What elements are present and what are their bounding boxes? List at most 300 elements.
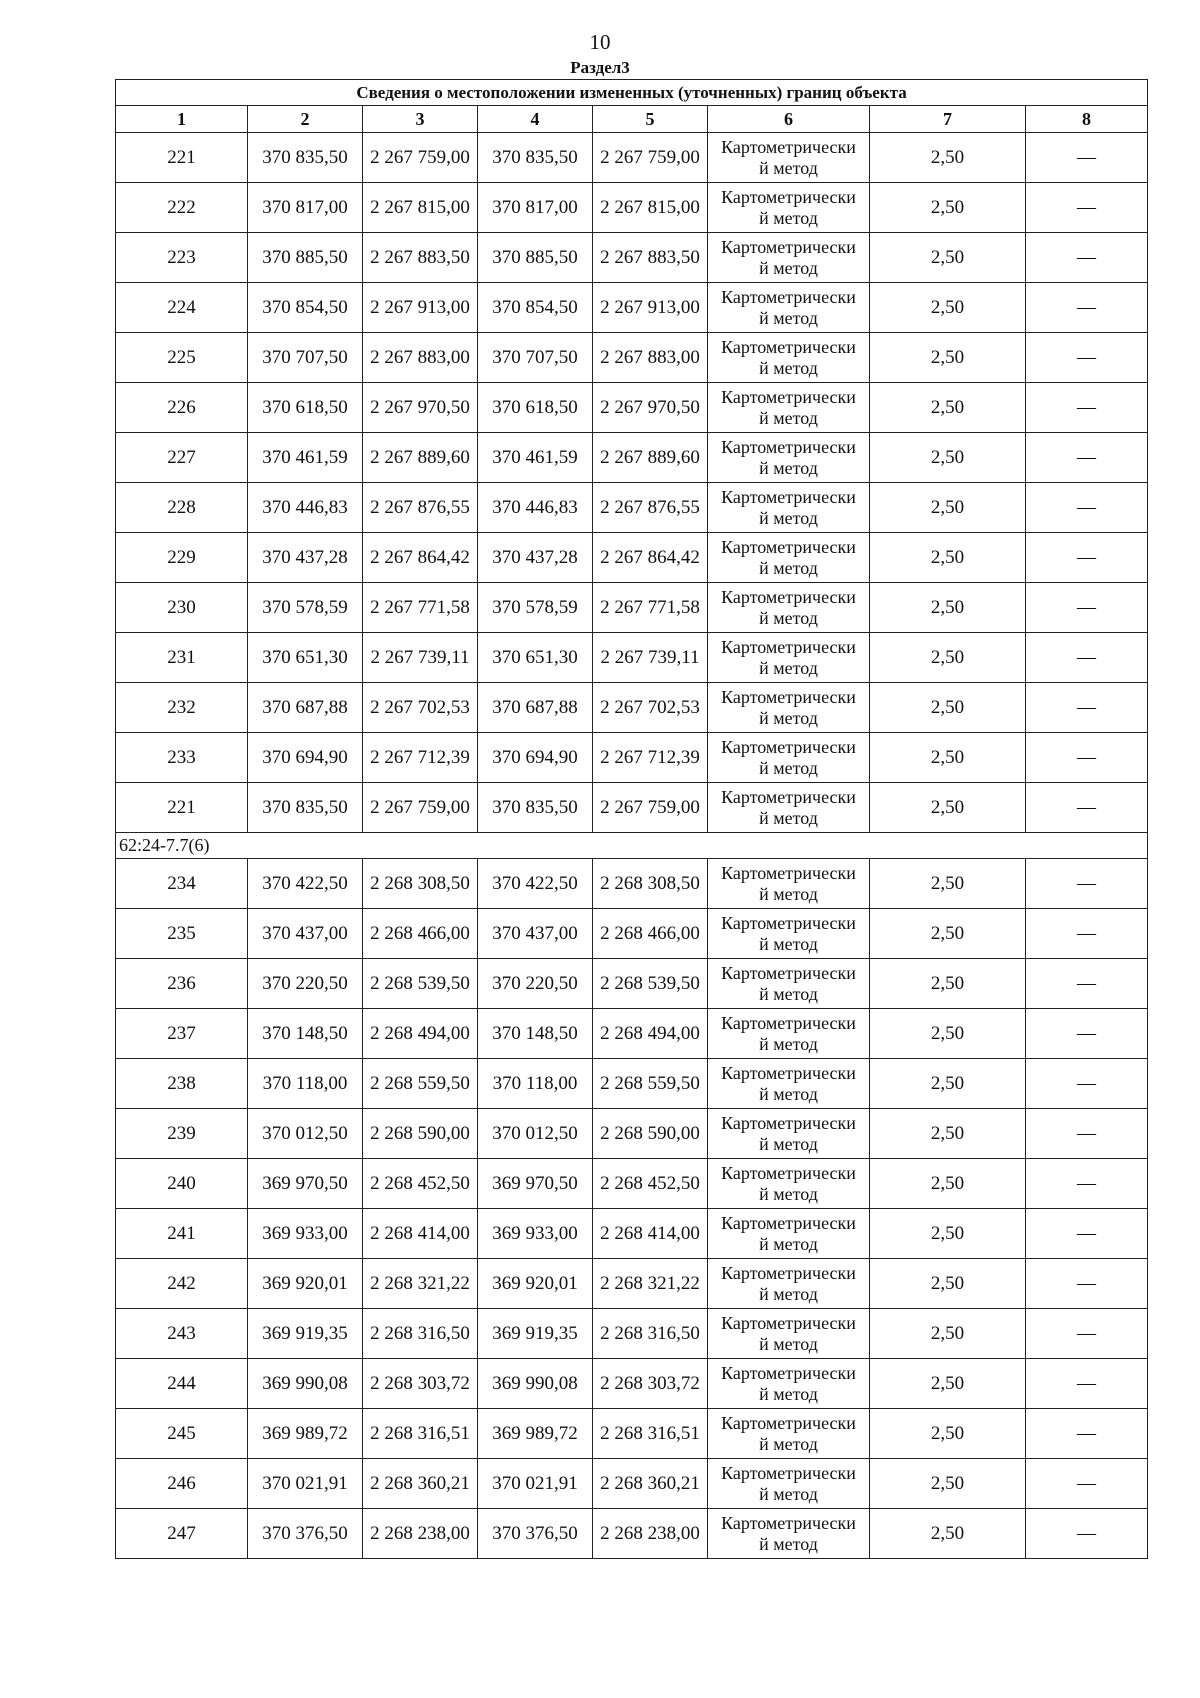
accuracy-cell: 2,50: [870, 1159, 1026, 1209]
method-cell: [708, 1359, 870, 1409]
x-old-cell: 369 990,08: [248, 1359, 363, 1409]
y-new-cell: 2 268 316,51: [593, 1409, 708, 1459]
x-old-cell: 369 920,01: [248, 1259, 363, 1309]
method-line-2: й метод: [759, 507, 818, 528]
x-old-cell: 370 694,90: [248, 733, 363, 783]
description-cell: —: [1026, 1109, 1148, 1159]
table-row: [116, 1059, 1148, 1109]
table-row: [116, 959, 1148, 1009]
method-cell: [708, 683, 870, 733]
x-old-cell: 370 148,50: [248, 1009, 363, 1059]
x-new-cell: 370 817,00: [478, 183, 593, 233]
method-line-1: Картометрически: [721, 136, 856, 157]
accuracy-cell: 2,50: [870, 283, 1026, 333]
method-line-2: й метод: [759, 807, 818, 828]
y-old-cell: 2 267 876,55: [363, 483, 478, 533]
method-cell: [708, 383, 870, 433]
method-line-1: Картометрически: [721, 286, 856, 307]
method-line-2: й метод: [759, 1333, 818, 1354]
y-new-cell: 2 268 539,50: [593, 959, 708, 1009]
x-old-cell: 370 021,91: [248, 1459, 363, 1509]
x-new-cell: 370 437,28: [478, 533, 593, 583]
x-new-cell: 370 118,00: [478, 1059, 593, 1109]
accuracy-cell: 2,50: [870, 683, 1026, 733]
description-cell: —: [1026, 1309, 1148, 1359]
accuracy-cell: 2,50: [870, 783, 1026, 833]
point-number-cell: 241: [116, 1209, 248, 1259]
contour-label: 62:24-7.7(6): [116, 833, 1148, 859]
method-line-2: й метод: [759, 557, 818, 578]
point-number-cell: 222: [116, 183, 248, 233]
table-row: [116, 533, 1148, 583]
table-row: [116, 133, 1148, 183]
description-cell: —: [1026, 583, 1148, 633]
point-number-cell: 237: [116, 1009, 248, 1059]
section-title: Раздел3: [570, 58, 630, 77]
method-cell: [708, 183, 870, 233]
y-new-cell: 2 268 559,50: [593, 1059, 708, 1109]
accuracy-cell: 2,50: [870, 959, 1026, 1009]
x-old-cell: 370 220,50: [248, 959, 363, 1009]
method-cell: [708, 859, 870, 909]
accuracy-cell: 2,50: [870, 1209, 1026, 1259]
x-new-cell: 370 220,50: [478, 959, 593, 1009]
x-new-cell: 370 694,90: [478, 733, 593, 783]
method-cell: [708, 1459, 870, 1509]
method-cell: [708, 133, 870, 183]
column-number: 1: [116, 106, 248, 133]
description-cell: —: [1026, 483, 1148, 533]
x-new-cell: 370 687,88: [478, 683, 593, 733]
method-line-2: й метод: [759, 1283, 818, 1304]
x-old-cell: 370 618,50: [248, 383, 363, 433]
x-new-cell: 369 920,01: [478, 1259, 593, 1309]
point-number-cell: 230: [116, 583, 248, 633]
method-line-1: Картометрически: [721, 1262, 856, 1283]
table-row: [116, 1009, 1148, 1059]
description-cell: —: [1026, 233, 1148, 283]
method-line-2: й метод: [759, 1133, 818, 1154]
accuracy-cell: 2,50: [870, 1309, 1026, 1359]
description-cell: —: [1026, 383, 1148, 433]
accuracy-cell: 2,50: [870, 133, 1026, 183]
description-cell: —: [1026, 633, 1148, 683]
method-cell: [708, 433, 870, 483]
x-new-cell: 369 970,50: [478, 1159, 593, 1209]
y-old-cell: 2 268 238,00: [363, 1509, 478, 1559]
table-row: [116, 433, 1148, 483]
y-old-cell: 2 267 702,53: [363, 683, 478, 733]
point-number-cell: 228: [116, 483, 248, 533]
y-new-cell: 2 268 360,21: [593, 1459, 708, 1509]
x-old-cell: 370 376,50: [248, 1509, 363, 1559]
description-cell: —: [1026, 683, 1148, 733]
accuracy-cell: 2,50: [870, 1109, 1026, 1159]
y-old-cell: 2 268 316,50: [363, 1309, 478, 1359]
y-new-cell: 2 267 771,58: [593, 583, 708, 633]
y-old-cell: 2 268 466,00: [363, 909, 478, 959]
accuracy-cell: 2,50: [870, 1409, 1026, 1459]
method-cell: [708, 1409, 870, 1459]
accuracy-cell: 2,50: [870, 383, 1026, 433]
y-old-cell: 2 268 321,22: [363, 1259, 478, 1309]
description-cell: —: [1026, 1209, 1148, 1259]
method-cell: [708, 1109, 870, 1159]
method-cell: [708, 533, 870, 583]
method-line-2: й метод: [759, 1183, 818, 1204]
description-cell: —: [1026, 183, 1148, 233]
y-new-cell: 2 267 702,53: [593, 683, 708, 733]
method-cell: [708, 733, 870, 783]
method-line-1: Картометрически: [721, 1212, 856, 1233]
table-row: [116, 1359, 1148, 1409]
y-new-cell: 2 268 316,50: [593, 1309, 708, 1359]
description-cell: —: [1026, 333, 1148, 383]
method-cell: [708, 1059, 870, 1109]
y-old-cell: 2 267 883,50: [363, 233, 478, 283]
table-body: [116, 133, 1148, 1559]
accuracy-cell: 2,50: [870, 1259, 1026, 1309]
y-new-cell: 2 267 864,42: [593, 533, 708, 583]
method-line-2: й метод: [759, 207, 818, 228]
y-old-cell: 2 267 913,00: [363, 283, 478, 333]
table-row: [116, 483, 1148, 533]
table-row: [116, 1309, 1148, 1359]
y-old-cell: 2 268 539,50: [363, 959, 478, 1009]
x-old-cell: 370 817,00: [248, 183, 363, 233]
method-cell: [708, 633, 870, 683]
point-number-cell: 236: [116, 959, 248, 1009]
x-new-cell: 370 376,50: [478, 1509, 593, 1559]
method-cell: [708, 909, 870, 959]
accuracy-cell: 2,50: [870, 1459, 1026, 1509]
point-number-cell: 226: [116, 383, 248, 433]
method-line-1: Картометрически: [721, 1012, 856, 1033]
method-line-1: Картометрически: [721, 436, 856, 457]
method-line-1: Картометрически: [721, 736, 856, 757]
x-new-cell: 370 437,00: [478, 909, 593, 959]
method-line-1: Картометрически: [721, 536, 856, 557]
x-old-cell: 370 835,50: [248, 783, 363, 833]
table-row: [116, 383, 1148, 433]
method-line-1: Картометрически: [721, 386, 856, 407]
y-new-cell: 2 267 970,50: [593, 383, 708, 433]
method-line-2: й метод: [759, 1033, 818, 1054]
method-line-1: Картометрически: [721, 636, 856, 657]
method-line-2: й метод: [759, 1383, 818, 1404]
y-new-cell: 2 267 883,00: [593, 333, 708, 383]
x-new-cell: 370 618,50: [478, 383, 593, 433]
accuracy-cell: 2,50: [870, 633, 1026, 683]
description-cell: —: [1026, 133, 1148, 183]
y-new-cell: 2 268 308,50: [593, 859, 708, 909]
description-cell: —: [1026, 959, 1148, 1009]
y-new-cell: 2 268 321,22: [593, 1259, 708, 1309]
x-new-cell: 370 446,83: [478, 483, 593, 533]
accuracy-cell: 2,50: [870, 483, 1026, 533]
method-line-2: й метод: [759, 757, 818, 778]
y-old-cell: 2 267 712,39: [363, 733, 478, 783]
table-row: [116, 683, 1148, 733]
column-number: 3: [363, 106, 478, 133]
x-old-cell: 370 707,50: [248, 333, 363, 383]
point-number-cell: 246: [116, 1459, 248, 1509]
column-number: 7: [870, 106, 1026, 133]
table-row: [116, 283, 1148, 333]
method-cell: [708, 1309, 870, 1359]
point-number-cell: 223: [116, 233, 248, 283]
description-cell: —: [1026, 283, 1148, 333]
y-new-cell: 2 267 815,00: [593, 183, 708, 233]
method-line-1: Картометрически: [721, 1112, 856, 1133]
table-row: [116, 1209, 1148, 1259]
method-line-1: Картометрически: [721, 186, 856, 207]
accuracy-cell: 2,50: [870, 533, 1026, 583]
method-line-1: Картометрически: [721, 1362, 856, 1383]
point-number-cell: 240: [116, 1159, 248, 1209]
method-line-2: й метод: [759, 307, 818, 328]
method-line-2: й метод: [759, 1483, 818, 1504]
x-new-cell: 370 422,50: [478, 859, 593, 909]
table-row: [116, 1259, 1148, 1309]
point-number-cell: 227: [116, 433, 248, 483]
y-new-cell: 2 267 883,50: [593, 233, 708, 283]
method-cell: [708, 333, 870, 383]
table-row: [116, 859, 1148, 909]
y-old-cell: 2 268 316,51: [363, 1409, 478, 1459]
accuracy-cell: 2,50: [870, 859, 1026, 909]
x-old-cell: 370 437,28: [248, 533, 363, 583]
point-number-cell: 233: [116, 733, 248, 783]
method-cell: [708, 1209, 870, 1259]
method-line-1: Картометрически: [721, 586, 856, 607]
y-old-cell: 2 268 303,72: [363, 1359, 478, 1409]
method-line-2: й метод: [759, 407, 818, 428]
method-cell: [708, 1159, 870, 1209]
description-cell: —: [1026, 783, 1148, 833]
method-cell: [708, 233, 870, 283]
accuracy-cell: 2,50: [870, 1059, 1026, 1109]
y-new-cell: 2 268 590,00: [593, 1109, 708, 1159]
method-line-2: й метод: [759, 1433, 818, 1454]
method-cell: [708, 1259, 870, 1309]
accuracy-cell: 2,50: [870, 1009, 1026, 1059]
x-old-cell: 369 919,35: [248, 1309, 363, 1359]
x-old-cell: 370 461,59: [248, 433, 363, 483]
point-number-cell: 239: [116, 1109, 248, 1159]
y-new-cell: 2 267 889,60: [593, 433, 708, 483]
x-new-cell: 369 919,35: [478, 1309, 593, 1359]
y-old-cell: 2 268 590,00: [363, 1109, 478, 1159]
x-new-cell: 370 835,50: [478, 133, 593, 183]
method-cell: [708, 1509, 870, 1559]
x-new-cell: 370 651,30: [478, 633, 593, 683]
y-new-cell: 2 267 913,00: [593, 283, 708, 333]
point-number-cell: 242: [116, 1259, 248, 1309]
description-cell: —: [1026, 1259, 1148, 1309]
y-old-cell: 2 268 559,50: [363, 1059, 478, 1109]
description-cell: —: [1026, 533, 1148, 583]
point-number-cell: 229: [116, 533, 248, 583]
y-new-cell: 2 267 759,00: [593, 783, 708, 833]
accuracy-cell: 2,50: [870, 1359, 1026, 1409]
y-old-cell: 2 268 360,21: [363, 1459, 478, 1509]
method-line-1: Картометрически: [721, 686, 856, 707]
description-cell: —: [1026, 1409, 1148, 1459]
x-old-cell: 370 578,59: [248, 583, 363, 633]
column-number: 2: [248, 106, 363, 133]
point-number-cell: 232: [116, 683, 248, 733]
point-number-cell: 224: [116, 283, 248, 333]
x-old-cell: 370 422,50: [248, 859, 363, 909]
method-line-1: Картометрически: [721, 786, 856, 807]
x-old-cell: 370 687,88: [248, 683, 363, 733]
column-number: 6: [708, 106, 870, 133]
y-new-cell: 2 268 303,72: [593, 1359, 708, 1409]
x-old-cell: 370 835,50: [248, 133, 363, 183]
x-new-cell: 370 854,50: [478, 283, 593, 333]
column-number-row: [116, 106, 1148, 133]
description-cell: —: [1026, 1059, 1148, 1109]
y-old-cell: 2 267 759,00: [363, 133, 478, 183]
table-row: [116, 1509, 1148, 1559]
method-line-2: й метод: [759, 657, 818, 678]
y-new-cell: 2 268 494,00: [593, 1009, 708, 1059]
y-new-cell: 2 268 238,00: [593, 1509, 708, 1559]
point-number-cell: 244: [116, 1359, 248, 1409]
point-number-cell: 231: [116, 633, 248, 683]
method-line-2: й метод: [759, 357, 818, 378]
point-number-cell: 234: [116, 859, 248, 909]
method-line-1: Картометрически: [721, 862, 856, 883]
y-old-cell: 2 267 759,00: [363, 783, 478, 833]
y-new-cell: 2 268 466,00: [593, 909, 708, 959]
method-line-1: Картометрически: [721, 236, 856, 257]
y-old-cell: 2 268 308,50: [363, 859, 478, 909]
table-row: [116, 909, 1148, 959]
x-new-cell: 369 990,08: [478, 1359, 593, 1409]
method-line-2: й метод: [759, 1533, 818, 1554]
method-line-1: Картометрически: [721, 486, 856, 507]
x-new-cell: 370 148,50: [478, 1009, 593, 1059]
y-old-cell: 2 267 771,58: [363, 583, 478, 633]
method-line-1: Картометрически: [721, 1512, 856, 1533]
description-cell: —: [1026, 733, 1148, 783]
method-cell: [708, 583, 870, 633]
point-number-cell: 235: [116, 909, 248, 959]
x-old-cell: 369 970,50: [248, 1159, 363, 1209]
table-row: [116, 783, 1148, 833]
column-number: 4: [478, 106, 593, 133]
table-row: [116, 583, 1148, 633]
y-new-cell: 2 267 876,55: [593, 483, 708, 533]
method-line-2: й метод: [759, 1233, 818, 1254]
point-number-cell: 238: [116, 1059, 248, 1109]
method-line-2: й метод: [759, 1083, 818, 1104]
method-line-2: й метод: [759, 983, 818, 1004]
method-line-2: й метод: [759, 457, 818, 478]
accuracy-cell: 2,50: [870, 433, 1026, 483]
table-row: [116, 633, 1148, 683]
method-line-2: й метод: [759, 933, 818, 954]
point-number-cell: 221: [116, 133, 248, 183]
method-line-1: Картометрически: [721, 336, 856, 357]
table-row: [116, 1109, 1148, 1159]
y-new-cell: 2 267 739,11: [593, 633, 708, 683]
table-row: [116, 1159, 1148, 1209]
accuracy-cell: 2,50: [870, 733, 1026, 783]
x-new-cell: 370 707,50: [478, 333, 593, 383]
method-line-1: Картометрически: [721, 912, 856, 933]
y-old-cell: 2 268 494,00: [363, 1009, 478, 1059]
x-new-cell: 370 885,50: [478, 233, 593, 283]
method-cell: [708, 1009, 870, 1059]
point-number-cell: 243: [116, 1309, 248, 1359]
x-new-cell: 370 461,59: [478, 433, 593, 483]
description-cell: —: [1026, 1159, 1148, 1209]
table-row: [116, 733, 1148, 783]
table-row: [116, 1459, 1148, 1509]
method-line-2: й метод: [759, 707, 818, 728]
y-old-cell: 2 267 889,60: [363, 433, 478, 483]
table-row: [116, 1409, 1148, 1459]
x-new-cell: 369 989,72: [478, 1409, 593, 1459]
description-cell: —: [1026, 909, 1148, 959]
point-number-cell: 245: [116, 1409, 248, 1459]
method-line-1: Картометрически: [721, 1312, 856, 1333]
x-old-cell: 370 651,30: [248, 633, 363, 683]
x-new-cell: 370 835,50: [478, 783, 593, 833]
point-number-cell: 221: [116, 783, 248, 833]
column-number: 8: [1026, 106, 1148, 133]
y-new-cell: 2 268 414,00: [593, 1209, 708, 1259]
point-number-cell: 247: [116, 1509, 248, 1559]
x-old-cell: 369 989,72: [248, 1409, 363, 1459]
x-new-cell: 370 578,59: [478, 583, 593, 633]
x-old-cell: 369 933,00: [248, 1209, 363, 1259]
method-line-2: й метод: [759, 883, 818, 904]
description-cell: —: [1026, 433, 1148, 483]
method-cell: [708, 283, 870, 333]
table-row: [116, 333, 1148, 383]
x-old-cell: 370 446,83: [248, 483, 363, 533]
x-old-cell: 370 854,50: [248, 283, 363, 333]
y-old-cell: 2 267 883,00: [363, 333, 478, 383]
method-cell: [708, 959, 870, 1009]
method-line-1: Картометрически: [721, 962, 856, 983]
method-line-1: Картометрически: [721, 1062, 856, 1083]
accuracy-cell: 2,50: [870, 1509, 1026, 1559]
method-line-1: Картометрически: [721, 1462, 856, 1483]
method-cell: [708, 483, 870, 533]
y-old-cell: 2 268 452,50: [363, 1159, 478, 1209]
x-old-cell: 370 885,50: [248, 233, 363, 283]
subheader-row: [116, 833, 1148, 859]
x-old-cell: 370 437,00: [248, 909, 363, 959]
y-old-cell: 2 267 970,50: [363, 383, 478, 433]
point-number-cell: 225: [116, 333, 248, 383]
y-new-cell: 2 267 759,00: [593, 133, 708, 183]
description-cell: —: [1026, 1459, 1148, 1509]
description-cell: —: [1026, 1509, 1148, 1559]
table-row: [116, 183, 1148, 233]
description-cell: —: [1026, 859, 1148, 909]
description-cell: —: [1026, 1009, 1148, 1059]
method-cell: [708, 783, 870, 833]
page-number: 10: [589, 30, 611, 54]
method-line-1: Картометрически: [721, 1162, 856, 1183]
y-new-cell: 2 268 452,50: [593, 1159, 708, 1209]
